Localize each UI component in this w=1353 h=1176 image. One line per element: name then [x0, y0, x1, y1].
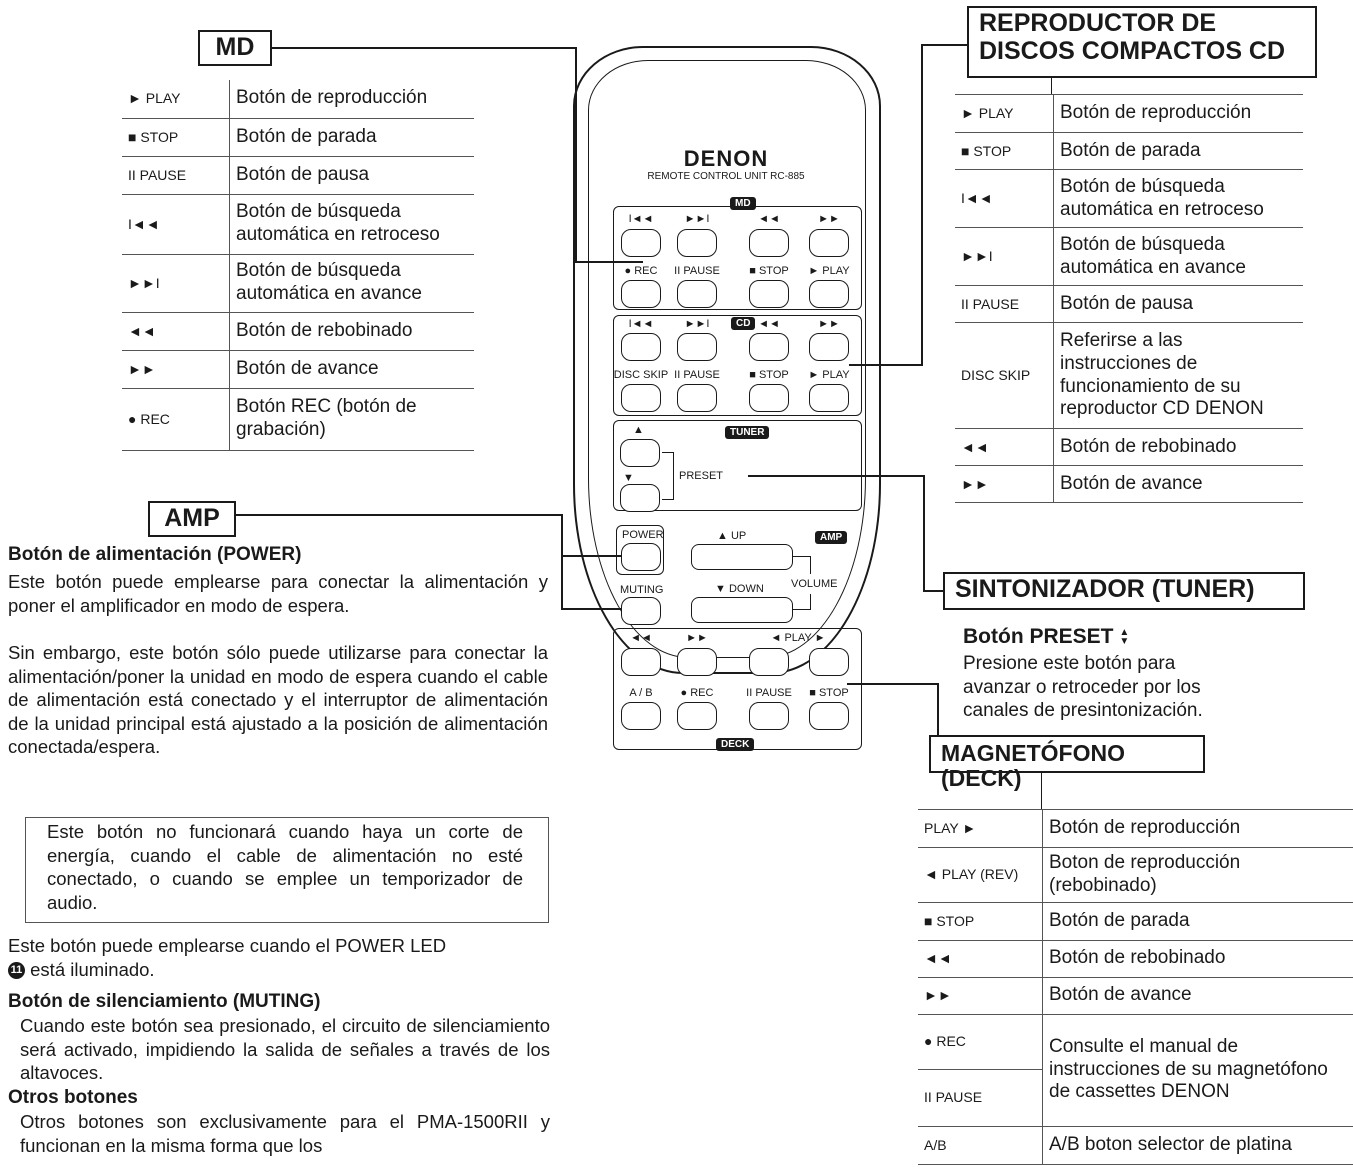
power-led-text-tail: está iluminado.	[30, 958, 155, 980]
deck-key: PLAY ►	[918, 810, 1043, 848]
deck-row	[918, 848, 1353, 903]
md-row	[122, 80, 474, 118]
deck-row	[918, 940, 1353, 977]
remote-deck-label: A / B	[629, 687, 653, 699]
deck-description: Consulte el manual de instrucciones de su magnetófono de cassettes DENON	[1043, 1014, 1353, 1126]
cd-description: Referirse a las instrucciones de funcionamiento de su reproductor CD DENON	[1054, 323, 1304, 429]
deck-description: Botón de avance	[1043, 977, 1353, 1014]
remote-cd-button[interactable]	[749, 384, 789, 412]
volume-up-label: ▲ UP	[717, 530, 747, 542]
cd-row	[955, 228, 1303, 286]
md-description: Botón de reproducción	[230, 80, 475, 118]
remote-model: REMOTE CONTROL UNIT RC-885	[647, 171, 805, 182]
remote-deck-badge: DECK	[716, 738, 754, 751]
md-description: Botón de parada	[230, 118, 475, 156]
cd-key: ■ STOP	[955, 133, 1054, 170]
muting-button[interactable]	[621, 597, 661, 625]
remote-md-label: I◄◄	[628, 213, 654, 225]
cd-table-connector	[1051, 78, 1052, 94]
md-title-box: MD	[198, 30, 272, 66]
md-key: ◄◄	[122, 312, 230, 350]
md-row	[122, 312, 474, 350]
remote-deck-label: ◄ PLAY ►	[770, 632, 826, 644]
volume-bracket	[793, 556, 811, 557]
volume-down-button[interactable]	[691, 597, 793, 623]
remote-deck-label: ● REC	[680, 687, 714, 699]
md-row	[122, 156, 474, 194]
deck-key: ◄◄	[918, 940, 1043, 977]
remote-cd-button[interactable]	[621, 384, 661, 412]
preset-arrows-icon: ▲ ▼	[1119, 627, 1130, 648]
power-led-text-main: Este botón puede emplearse cuando el POWER LED	[8, 935, 447, 956]
muting-text: Cuando este botón sea presionado, el circuito de silenciamiento será activado, impidiendo la salida de señales a través de los altavoces.	[20, 1015, 550, 1083]
remote-md-button[interactable]	[677, 280, 717, 308]
deck-key: ►►	[918, 977, 1043, 1014]
cd-row	[955, 429, 1303, 466]
amp-title-box: AMP	[148, 501, 236, 537]
cd-key: I◄◄	[955, 170, 1054, 228]
preset-label: PRESET	[679, 470, 724, 482]
md-row	[122, 194, 474, 254]
md-description: Botón de avance	[230, 350, 475, 388]
preset-down-label: ▼	[623, 472, 634, 484]
volume-label: VOLUME	[791, 578, 838, 590]
remote-cd-button[interactable]	[809, 384, 849, 412]
remote-cd-button[interactable]	[621, 333, 661, 361]
preset-bracket	[662, 499, 674, 500]
amp-leader-line	[561, 514, 563, 610]
remote-md-button[interactable]	[621, 229, 661, 257]
cd-description: Botón de rebobinado	[1054, 429, 1304, 466]
deck-description: Boton de reproducción (rebobinado)	[1043, 848, 1353, 903]
cd-description: Botón de reproducción	[1054, 95, 1304, 133]
cd-row	[955, 170, 1303, 228]
remote-md-button[interactable]	[677, 229, 717, 257]
tuner-heading	[963, 625, 1129, 649]
volume-bracket	[810, 556, 811, 574]
remote-deck-button[interactable]	[749, 702, 789, 730]
deck-table-connector	[1041, 773, 1042, 809]
remote-md-label: ■ STOP	[749, 265, 789, 277]
preset-up-label: ▲	[633, 424, 644, 436]
volume-bracket	[810, 594, 811, 609]
remote-deck-label: ■ STOP	[809, 687, 849, 699]
cd-key: ◄◄	[955, 429, 1054, 466]
power-button[interactable]	[621, 543, 661, 571]
md-row	[122, 350, 474, 388]
deck-description: Botón de reproducción	[1043, 810, 1353, 848]
power-label: POWER	[622, 529, 664, 541]
remote-brand: DENON	[683, 146, 769, 171]
md-description: Botón REC (botón de grabación)	[230, 388, 475, 450]
deck-key: ■ STOP	[918, 902, 1043, 940]
tuner-leader-line	[923, 590, 943, 592]
remote-cd-label: DISC SKIP	[613, 369, 669, 381]
md-key: II PAUSE	[122, 156, 230, 194]
deck-table	[918, 809, 1353, 1165]
cd-title-line1: REPRODUCTOR DE	[979, 9, 1217, 37]
md-key: ►►I	[122, 254, 230, 312]
deck-key: ● REC	[918, 1014, 1043, 1069]
md-row	[122, 388, 474, 450]
volume-up-button[interactable]	[691, 544, 793, 570]
cd-key: II PAUSE	[955, 286, 1054, 323]
cd-row	[955, 133, 1303, 170]
remote-md-button[interactable]	[749, 229, 789, 257]
remote-amp-badge: AMP	[815, 531, 847, 544]
tuner-leader-line	[923, 475, 925, 591]
power-text-2: Sin embargo, este botón sólo puede utilizarse para conectar la alimentación/poner la unidad en modo de espera cuando el cable de alimentación está conectado y el interruptor de alimentación de la unidad principal está ajustado a la posición de alimentación conectada/espera.	[8, 642, 548, 757]
remote-cd-label: ► PLAY	[808, 369, 850, 381]
volume-down-label: ▼ DOWN	[715, 583, 764, 595]
remote-cd-label: ►►	[818, 318, 840, 330]
others-text: Otros botones son exclusivamente para el PMA-1500RII y funcionan en la misma forma que los	[20, 1111, 550, 1156]
others-heading: Otros botones	[8, 1087, 138, 1108]
remote-deck-label: ►►	[686, 632, 708, 644]
md-description: Botón de pausa	[230, 156, 475, 194]
cd-key: ►►I	[955, 228, 1054, 286]
remote-cd-badge: CD	[731, 317, 755, 330]
preset-bracket	[673, 452, 674, 500]
remote-md-button[interactable]	[809, 280, 849, 308]
led-number-badge: 11	[8, 962, 25, 979]
deck-key: ◄ PLAY (REV)	[918, 848, 1043, 903]
remote-deck-button[interactable]	[809, 702, 849, 730]
remote-md-badge: MD	[730, 197, 756, 210]
tuner-text: Presione este botón para avanzar o retroceder por los canales de presintonización.	[963, 653, 1203, 721]
remote-cd-label: ◄◄	[758, 318, 780, 330]
cd-leader-line	[921, 44, 967, 46]
cd-key: DISC SKIP	[955, 323, 1054, 429]
cd-description: Botón de búsqueda automática en retroceso	[1054, 170, 1304, 228]
cd-row	[955, 323, 1303, 429]
power-led-text	[8, 934, 553, 981]
cd-key: ► PLAY	[955, 95, 1054, 133]
power-heading: Botón de alimentación (POWER)	[8, 544, 302, 565]
cd-key: ►►	[955, 466, 1054, 503]
remote-md-button[interactable]	[749, 280, 789, 308]
cd-description: Botón de pausa	[1054, 286, 1304, 323]
remote-deck-button[interactable]	[809, 648, 849, 676]
deck-row	[918, 977, 1353, 1014]
cd-row	[955, 95, 1303, 133]
cd-title-box	[967, 6, 1317, 78]
remote-deck-label: II PAUSE	[746, 687, 792, 699]
md-row	[122, 118, 474, 156]
deck-row	[918, 1014, 1353, 1069]
md-table	[122, 80, 474, 451]
deck-row	[918, 810, 1353, 848]
cd-description: Botón de avance	[1054, 466, 1304, 503]
cd-title-line2: DISCOS COMPACTOS CD	[979, 36, 1286, 65]
amp-leader-line	[236, 514, 562, 516]
remote-deck-button[interactable]	[621, 702, 661, 730]
md-key: I◄◄	[122, 194, 230, 254]
remote-deck-button[interactable]	[749, 648, 789, 676]
md-description: Botón de búsqueda automática en retroceso	[230, 194, 475, 254]
remote-md-label: II PAUSE	[674, 265, 720, 277]
remote-md-label: ►►	[818, 213, 840, 225]
muting-label: MUTING	[620, 584, 664, 596]
remote-cd-label: ■ STOP	[749, 369, 789, 381]
volume-bracket	[793, 609, 811, 610]
remote-md-button[interactable]	[809, 229, 849, 257]
md-description: Botón de rebobinado	[230, 312, 475, 350]
remote-md-label: ● REC	[624, 265, 658, 277]
deck-row	[918, 1126, 1353, 1164]
remote-deck-button[interactable]	[621, 648, 661, 676]
deck-description: A/B boton selector de platina	[1043, 1126, 1353, 1164]
power-text-1: Este botón puede emplearse para conectar la alimentación y poner el amplificador en modo de espera.	[8, 571, 548, 616]
remote-deck-label: ◄◄	[630, 632, 652, 644]
deck-key: II PAUSE	[918, 1069, 1043, 1126]
power-note-text: Este botón no funcionará cuando haya un corte de energía, cuando el cable de alimentación no esté conectado, o cuando se emplee un temporizador de audio.	[47, 821, 523, 913]
remote-deck-button[interactable]	[677, 648, 717, 676]
cd-table	[955, 94, 1303, 503]
md-key: ►►	[122, 350, 230, 388]
cd-row	[955, 286, 1303, 323]
preset-down-button[interactable]	[620, 484, 660, 512]
muting-heading: Botón de silenciamiento (MUTING)	[8, 991, 321, 1012]
remote-tuner-badge: TUNER	[725, 426, 769, 439]
remote-md-label: ◄◄	[758, 213, 780, 225]
remote-md-button[interactable]	[621, 280, 661, 308]
md-row	[122, 254, 474, 312]
md-leader-line	[272, 47, 576, 49]
deck-leader-line	[937, 683, 939, 736]
deck-title-box: MAGNETÓFONO (DECK)	[929, 735, 1205, 773]
remote-md-label: ► PLAY	[808, 265, 850, 277]
remote-cd-label: ►►I	[684, 318, 710, 330]
tuner-title-box: SINTONIZADOR (TUNER)	[943, 572, 1305, 610]
preset-up-button[interactable]	[620, 439, 660, 467]
cd-row	[955, 466, 1303, 503]
deck-key: A/B	[918, 1126, 1043, 1164]
remote-cd-button[interactable]	[677, 333, 717, 361]
deck-description: Botón de parada	[1043, 902, 1353, 940]
deck-row	[918, 902, 1353, 940]
remote-cd-button[interactable]	[749, 333, 789, 361]
md-key: ■ STOP	[122, 118, 230, 156]
remote-cd-label: I◄◄	[628, 318, 654, 330]
md-description: Botón de búsqueda automática en avance	[230, 254, 475, 312]
deck-description: Botón de rebobinado	[1043, 940, 1353, 977]
remote-cd-label: II PAUSE	[674, 369, 720, 381]
cd-leader-line	[921, 44, 923, 365]
md-key: ► PLAY	[122, 80, 230, 118]
remote-deck-button[interactable]	[677, 702, 717, 730]
tuner-heading-text: Botón PRESET	[963, 625, 1114, 648]
md-key: ● REC	[122, 388, 230, 450]
cd-description: Botón de parada	[1054, 133, 1304, 170]
cd-description: Botón de búsqueda automática en avance	[1054, 228, 1304, 286]
remote-cd-button[interactable]	[809, 333, 849, 361]
remote-md-label: ►►I	[684, 213, 710, 225]
remote-cd-button[interactable]	[677, 384, 717, 412]
